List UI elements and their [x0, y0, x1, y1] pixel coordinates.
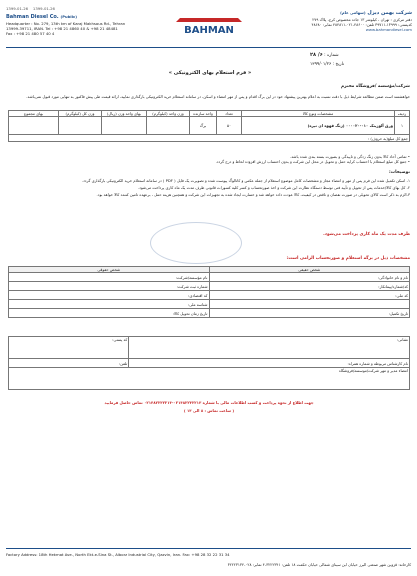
- table-row: [9, 291, 410, 300]
- field-contractor-code[interactable]: کد/شماره/پیمانکار:: [209, 282, 410, 291]
- red-note: ظرف مدت یک ماه کاری پرداخت می‌شود.: [323, 232, 410, 237]
- explanations-title: توضیحات:: [389, 170, 410, 175]
- logo-text: BAHMAN: [184, 25, 234, 36]
- address-en-3: Fax : +98 21 480 57 40 4: [6, 30, 55, 36]
- intro-text: خواهشمند است ضمن مطالعه شرایط ذیل با دقت نسبت به اعلام بهترین پیشنهاد خود در این برگ اقدام و پس از مهر امضاء و اسکن، در سامانه استعلام خرید الکترونیکی بارگذاری نمایید، ارائه قیمت طی پیش فاکتور به تنهایی مورد قبول نمی‌باشد.: [26, 94, 410, 99]
- address-en-1: Headquarter : No. 279, 13th km of Karaj Makhsous Rd., Tehran: [6, 20, 126, 26]
- note-1: • تمامی آحاد کالا بدون زنگ زدگی و تاپیدگی و بصورت بسته بندی شده باشد.: [290, 154, 410, 159]
- note-2: • جمع کل مبلغ استعلام با احتساب کرایه حمل و تحویل در محل این شرکت و بدون احتساب ارزش افزوده لحاظ و درج گردد.: [215, 159, 410, 164]
- supplier-title: مشخصات ذیل در برگه استعلام و صورتحساب الزامی است:: [286, 256, 410, 261]
- table-row: [9, 273, 410, 282]
- header-en-block: [6, 14, 166, 36]
- cell-total-weight[interactable]: [59, 117, 102, 135]
- header-divider: [6, 47, 411, 48]
- total-label[interactable]: جمع کل مبلغ(به حروف) :: [9, 135, 410, 142]
- explanation-3: ۳-الزم به ذکر است کالای تحویلی در صورت نقصان و ناقض در کیفیت، کالا عودت داده خواهد شد و خسارت ایجاد شده به تجهیزات این شرکت و همچنین هزینه حمل ، برعهده تامین کننده کالا خواهد بود.: [96, 192, 410, 197]
- field-fullname[interactable]: نام و نام خانوادگی:: [209, 273, 410, 282]
- header-date-2: 1399-01-26: [32, 6, 55, 11]
- cell-qty: ۵۰: [217, 117, 242, 135]
- notes-top: [8, 154, 410, 164]
- salutation: شرکت/مؤسسه /فروشگاه محترم: [341, 84, 410, 89]
- header-date-1: 1399-01-26: [6, 6, 29, 11]
- address-en-2: 13999-39711, IRAN. Tel : +98 21 4860 40 & +98 21 48481: [6, 25, 118, 31]
- col-natural-person: شخص حقیقی: [209, 267, 410, 273]
- table-row: [9, 337, 410, 359]
- col-row: ردیف: [395, 111, 410, 117]
- col-legal-person: شخص حقوقی: [9, 267, 210, 273]
- field-empty: [209, 300, 410, 309]
- table-row: [9, 368, 410, 390]
- field-economic-code[interactable]: کد اقتصادی:: [9, 291, 210, 300]
- form-title: « فرم استعلام بهای الکترونیکی »: [168, 70, 252, 76]
- field-national-code[interactable]: کد ملی:: [209, 291, 410, 300]
- items-table: [8, 110, 410, 142]
- cell-unit-weight[interactable]: [147, 117, 190, 135]
- explanation-1: ۱- اسکن تکمیل شده این فرم پس از مهر و امضاء مجاز و مشخصات کامل موضوع استعلام از جمله عکس و کاتالوگ پیوست شده و تصویرت یک فایل ( PDF ) در سامانه استعلام خرید الکترونیکی بارگذاری گردد.: [81, 178, 410, 183]
- table-row: [9, 300, 410, 309]
- footer-note: جهت اطلاع از نحوه پرداخت و کسب اطلاعات مالی با شماره ۰۲۱۴۸۲۲۳۲۲۱۳-۰۲۱۴۸۲۲۳۲۲۱۴ تماس حاصل فرمایید: [104, 400, 314, 405]
- field-postal-code[interactable]: کد پستی:: [9, 337, 129, 359]
- total-row: [9, 135, 410, 142]
- address-fa-1: دفتر مرکزی : تهران ، کیلومتر ۱۳ جاده مخصوص کرج، پلاک ۲۷۹: [312, 16, 412, 22]
- table-row: [9, 309, 410, 318]
- explanations: [8, 178, 410, 197]
- company-name-fa: شرکت بهمن دیزل (سهامی عام): [340, 10, 412, 16]
- supplier-table: [8, 266, 410, 318]
- table-row: [9, 282, 410, 291]
- field-delivery-date[interactable]: تاریخ زمان تحویل کالا:: [9, 309, 210, 318]
- col-total-price: بهای مجموع: [9, 111, 59, 117]
- field-company-name[interactable]: نام مؤسسه/شرکت:: [9, 273, 210, 282]
- cell-total-price[interactable]: [9, 117, 59, 135]
- cell-row: ۱: [395, 117, 410, 135]
- field-signature[interactable]: امضاء مدیر و مهر شرکت/موسسه/فروشگاه: [9, 368, 410, 390]
- cell-spec: ورق آلوزینک ۰۱۰-۰۰۰۰۲۰ (زنگ قهوه ای تیره): [242, 117, 395, 135]
- website[interactable]: www.bahmandiesel.com: [365, 26, 412, 32]
- col-unit-weight: وزن واحد (کیلوگرم): [147, 111, 190, 117]
- field-expert[interactable]: نام کارشناس مربوطه و شماره همراه:: [129, 359, 410, 368]
- table-row: [9, 359, 410, 368]
- field-registration-no[interactable]: شماره ثبت شرکت:: [9, 282, 210, 291]
- header-fa-block: [256, 10, 412, 32]
- doc-number: شماره : ۶/ ۲۸: [310, 52, 339, 58]
- footer-en: Factory Address: 18th Hekmat Ave., North Ekt-e-Sina St., Alborz Industrial City, Qazvin, Iran. Fax: +98 28 32 22 31 34: [6, 552, 230, 557]
- contact-table: [8, 336, 410, 390]
- company-name-en: Bahman Diesel Co. (Public): [6, 14, 77, 20]
- field-address[interactable]: نشانی:: [129, 337, 410, 359]
- contact-hours: ( ساعت تماس : ۸ الی ۱۳ ): [183, 408, 235, 413]
- explanation-2: ۲- کل بهای کالا/خدمات پس از تحویل و تأیید فنی توسط دستگاه نظارت این شرکت و اخذ صورتحساب و کسر کلیه کسورات قانونی ظرف مدت یک ماه کاری پرداخت می‌شود.: [137, 185, 410, 190]
- table-row: [9, 117, 410, 135]
- footer-divider: [6, 548, 411, 549]
- col-unit: واحد سازنده: [190, 111, 217, 117]
- footer-fa: کارخانه: قزوین شهر صنعتی البرز خیابان ابن سینای شمالی خیابان حکمت ۱۸ تلفن: ۳۲۲۲۳۴۱-۴ نمابر: ۰۲۸-۳۲۲۲۳۱۳۴: [227, 562, 411, 567]
- field-completion-date[interactable]: تاریخ تکمیل:: [209, 309, 410, 318]
- col-unit-price: بهای واحد وزن (ریال): [102, 111, 147, 117]
- field-national-id[interactable]: شناسه ملی:: [9, 300, 210, 309]
- field-phone[interactable]: تلفن:: [9, 359, 129, 368]
- company-logo: [172, 12, 246, 38]
- cell-unit-price[interactable]: [102, 117, 147, 135]
- col-spec: مشخصات ونوع کالا: [242, 111, 395, 117]
- doc-date: تاریخ : ۱۳۹۹/۰۱/۲۶: [310, 62, 345, 67]
- col-total-weight: وزن کل (کیلوگرم): [59, 111, 102, 117]
- cell-unit: برگ: [190, 117, 217, 135]
- col-qty: تعداد: [217, 111, 242, 117]
- header-dates: [6, 6, 55, 11]
- address-fa-2: کدپستی: ۱۳۹۹۹-۳۹۷۱۱ تلفن: ۴۸۶۰۰-۰۲۱-۴۸۴۸۱۱ نمابر: ۴۸۶۸۰: [311, 21, 412, 27]
